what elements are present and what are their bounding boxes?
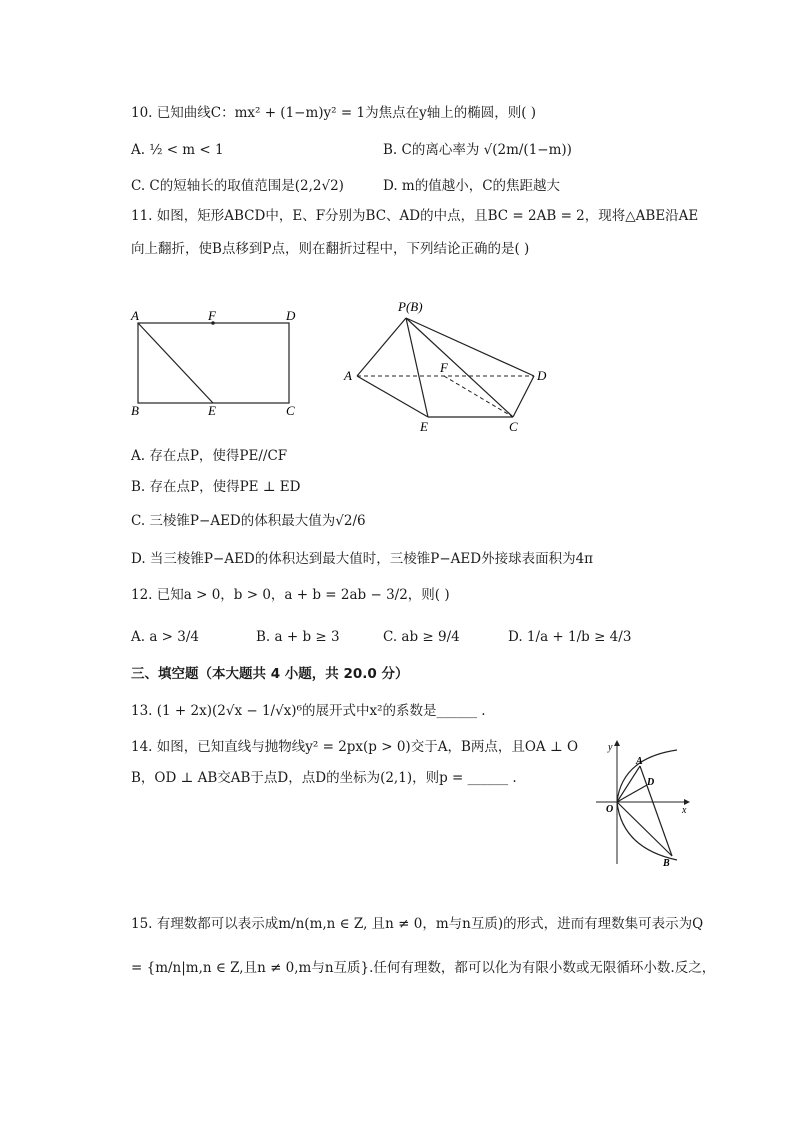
q11-rectangle-figure bbox=[125, 305, 325, 415]
label-d2: D bbox=[537, 368, 547, 383]
q10-option-b: B. C的离心率为 √(2m/(1−m)) bbox=[383, 142, 572, 158]
segment-oa bbox=[617, 766, 640, 802]
q10-option-d: D. m的值越小，C的焦距越大 bbox=[383, 178, 561, 194]
label-d: D bbox=[286, 308, 296, 323]
q12-option-b: B. a + b ≥ 3 bbox=[256, 629, 340, 645]
line-ab bbox=[640, 766, 672, 856]
label-e2: E bbox=[420, 419, 428, 434]
q11-option-d: D. 当三棱锥P−AED的体积达到最大值时，三棱锥P−AED外接球表面积为4π bbox=[131, 551, 594, 567]
edge-cd bbox=[513, 376, 534, 417]
q11-stem-line2: 向上翻折，使B点移到P点，则在翻折过程中，下列结论正确的是( ) bbox=[131, 241, 530, 257]
q12-stem: 12. 已知a > 0，b > 0，a + b = 2ab − 3/2，则( ) bbox=[131, 587, 450, 603]
edge-pc bbox=[406, 318, 513, 417]
q15-line2: = {m/n|m,n ∈ Z,且n ≠ 0,m与n互质}.任何有理数，都可以化为有限小数或无限循环小数.反之， bbox=[131, 960, 716, 976]
q11-stem-line1: 11. 如图，矩形ABCD中，E、F分别为BC、AD的中点，且BC = 2AB = 2，现将△ABE沿AE bbox=[131, 208, 699, 224]
label-a3: A bbox=[636, 756, 643, 767]
q10-option-c: C. C的短轴长的取值范围是(2,2√2) bbox=[131, 178, 344, 194]
label-b: B bbox=[131, 403, 139, 415]
q13-stem: 13. (1 + 2x)(2√x − 1/√x)⁶的展开式中x²的系数是______ . bbox=[131, 703, 486, 719]
y-axis-arrow bbox=[614, 740, 620, 746]
label-e: E bbox=[208, 403, 216, 415]
edge-fc-hidden bbox=[444, 376, 513, 417]
q14-stem-line1: 14. 如图，已知直线与抛物线y² = 2px(p > 0)交于A，B两点，且OA ⊥ O bbox=[131, 739, 579, 755]
q12-option-d: D. 1/a + 1/b ≥ 4/3 bbox=[508, 629, 632, 645]
q10-stem: 10. 已知曲线C：mx² + (1−m)y² = 1为焦点在y轴上的椭圆，则( ) bbox=[131, 105, 537, 121]
label-p: P(B) bbox=[398, 299, 423, 314]
q15-line1: 15. 有理数都可以表示成m/n(m,n ∈ Z, 且n ≠ 0，m与n互质)的形式，进而有理数集可表示为Q bbox=[131, 916, 704, 932]
q11-option-c: C. 三棱锥P−AED的体积最大值为√2/6 bbox=[131, 513, 366, 529]
label-c2: C bbox=[509, 419, 518, 434]
q12-option-a: A. a > 3/4 bbox=[131, 629, 200, 645]
label-d3: D bbox=[647, 777, 655, 788]
label-o: O bbox=[606, 804, 614, 815]
segment-od bbox=[617, 785, 647, 802]
label-f2: F bbox=[440, 360, 448, 375]
segment-ae bbox=[138, 323, 213, 403]
edge-pe bbox=[406, 318, 428, 417]
edge-ae bbox=[357, 376, 428, 417]
label-f: F bbox=[208, 308, 216, 323]
label-c: C bbox=[286, 403, 295, 415]
q14-parabola-figure bbox=[592, 738, 692, 868]
q14-stem-line2: B，OD ⊥ AB交AB于点D，点D的坐标为(2,1)，则p = ______ . bbox=[131, 770, 517, 786]
q12-option-c: C. ab ≥ 9/4 bbox=[383, 629, 460, 645]
edge-pd bbox=[406, 318, 534, 376]
label-x: x bbox=[682, 805, 687, 816]
label-y: y bbox=[608, 742, 613, 753]
label-a: A bbox=[131, 308, 139, 323]
q11-option-b: B. 存在点P，使得PE ⊥ ED bbox=[131, 479, 301, 495]
label-a2: A bbox=[344, 368, 352, 383]
q10-option-a: A. ½ < m < 1 bbox=[131, 142, 224, 158]
rectangle-abcd bbox=[138, 323, 289, 403]
edge-pa bbox=[357, 318, 406, 376]
section-heading: 三、填空题（本大题共 4 小题，共 20.0 分） bbox=[131, 666, 409, 682]
label-b3: B bbox=[663, 858, 670, 868]
q11-pyramid-figure bbox=[340, 296, 560, 436]
q11-option-a: A. 存在点P，使得PE//CF bbox=[131, 448, 288, 464]
